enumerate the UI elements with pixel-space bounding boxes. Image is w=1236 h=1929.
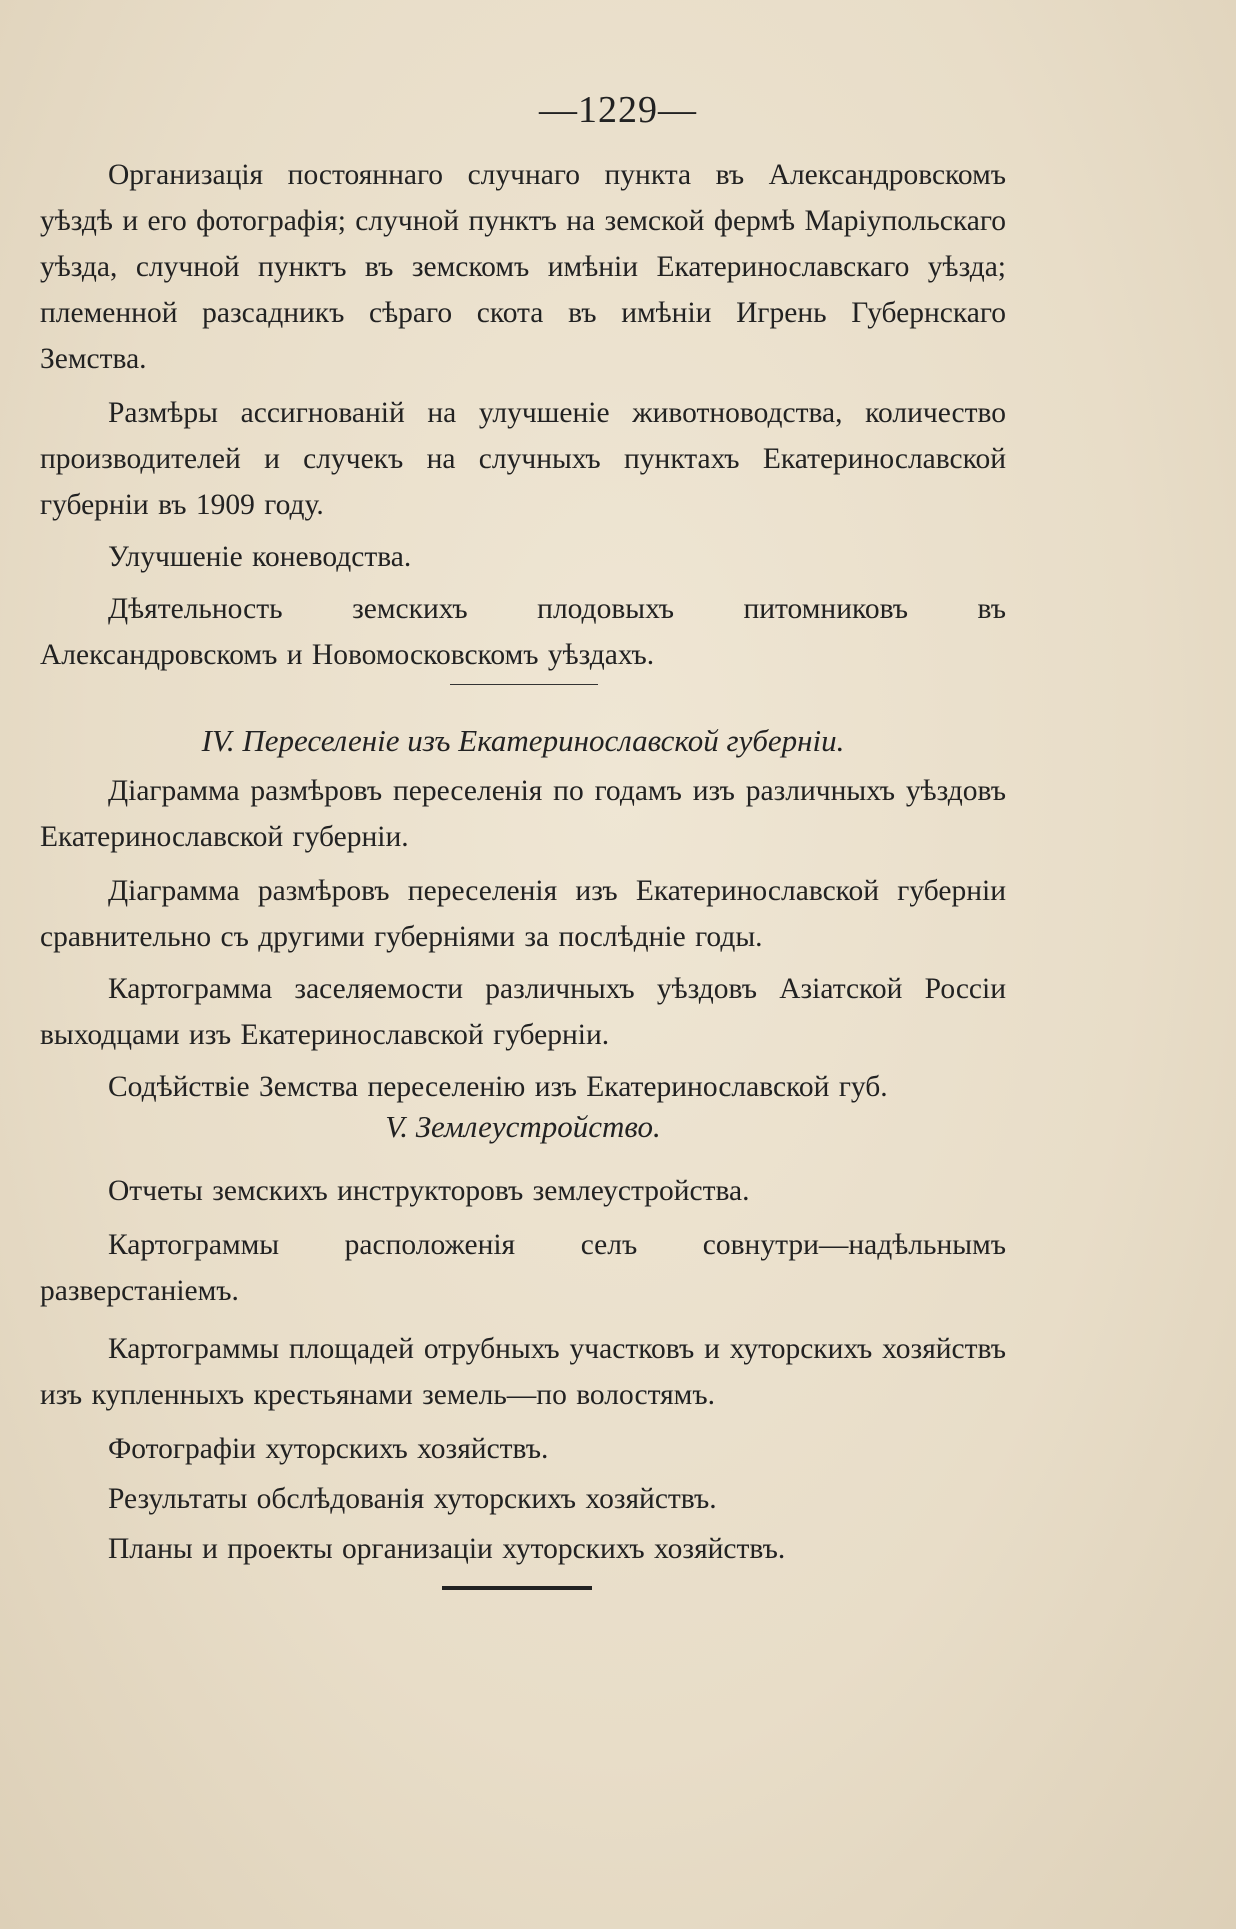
paragraph: Картограммы площадей отрубныхъ участковъ и хуторскихъ хозяйствъ изъ купленныхъ крестьянами земель—по волостямъ. [40, 1333, 1006, 1411]
section-heading: IV. Переселенiе изъ Екатеринославской губернiи. [201, 723, 845, 758]
paragraph: Планы и проекты организацiи хуторскихъ хозяйствъ. [108, 1533, 786, 1565]
paragraph: Отчеты земскихъ инструкторовъ землеустройства. [108, 1175, 750, 1207]
end-rule [442, 1586, 592, 1590]
section-iv [40, 718, 1006, 1110]
paragraph: Организацiя постояннаго случнаго пункта въ Александровскомъ уѣздѣ и его фотографiя; случной пунктъ на земской фермѣ Марiупольскаго уѣзда, случной пунктъ въ земскомъ имѣнiи Екатеринославскаго уѣзда; племенной разсадникъ сѣраго скота въ имѣнiи Игрень Губернскаго Земства. [40, 159, 1006, 375]
page-number: —1229— [539, 89, 697, 131]
paragraph: Фотографiи хуторскихъ хозяйствъ. [108, 1433, 549, 1465]
paragraph: Содѣйствiе Земства переселенiю изъ Екатеринославской губ. [108, 1071, 888, 1103]
paragraph: Картограммы расположенiя селъ совнутри—надѣльнымъ разверстанiемъ. [40, 1229, 1006, 1307]
paragraph: Улучшенiе коневодства. [108, 541, 412, 573]
paragraph: Размѣры ассигнованiй на улучшенiе животноводства, количество производителей и случекъ на случныхъ пунктахъ Екатеринославской губернiи въ 1909 году. [40, 397, 1006, 521]
paragraph: Дѣятельность земскихъ плодовыхъ питомниковъ въ Александровскомъ и Новомосковскомъ уѣздахъ. [40, 593, 1006, 671]
section-divider [450, 684, 598, 685]
paragraph: Дiаграмма размѣровъ переселенiя по годамъ изъ различныхъ уѣздовъ Екатеринославской губернiи. [40, 775, 1006, 853]
section-heading: V. Землеустройство. [385, 1109, 661, 1144]
paragraph: Картограмма заселяемости различныхъ уѣздовъ Азiатской Россiи выходцами изъ Екатеринославской губернiи. [40, 973, 1006, 1051]
section-v [40, 1104, 1006, 1572]
intro-section [40, 152, 1006, 678]
paragraph: Дiаграмма размѣровъ переселенiя изъ Екатеринославской губернiи сравнительно съ другими губернiями за послѣднiе годы. [40, 875, 1006, 953]
paragraph: Результаты обслѣдованiя хуторскихъ хозяйствъ. [108, 1483, 717, 1515]
